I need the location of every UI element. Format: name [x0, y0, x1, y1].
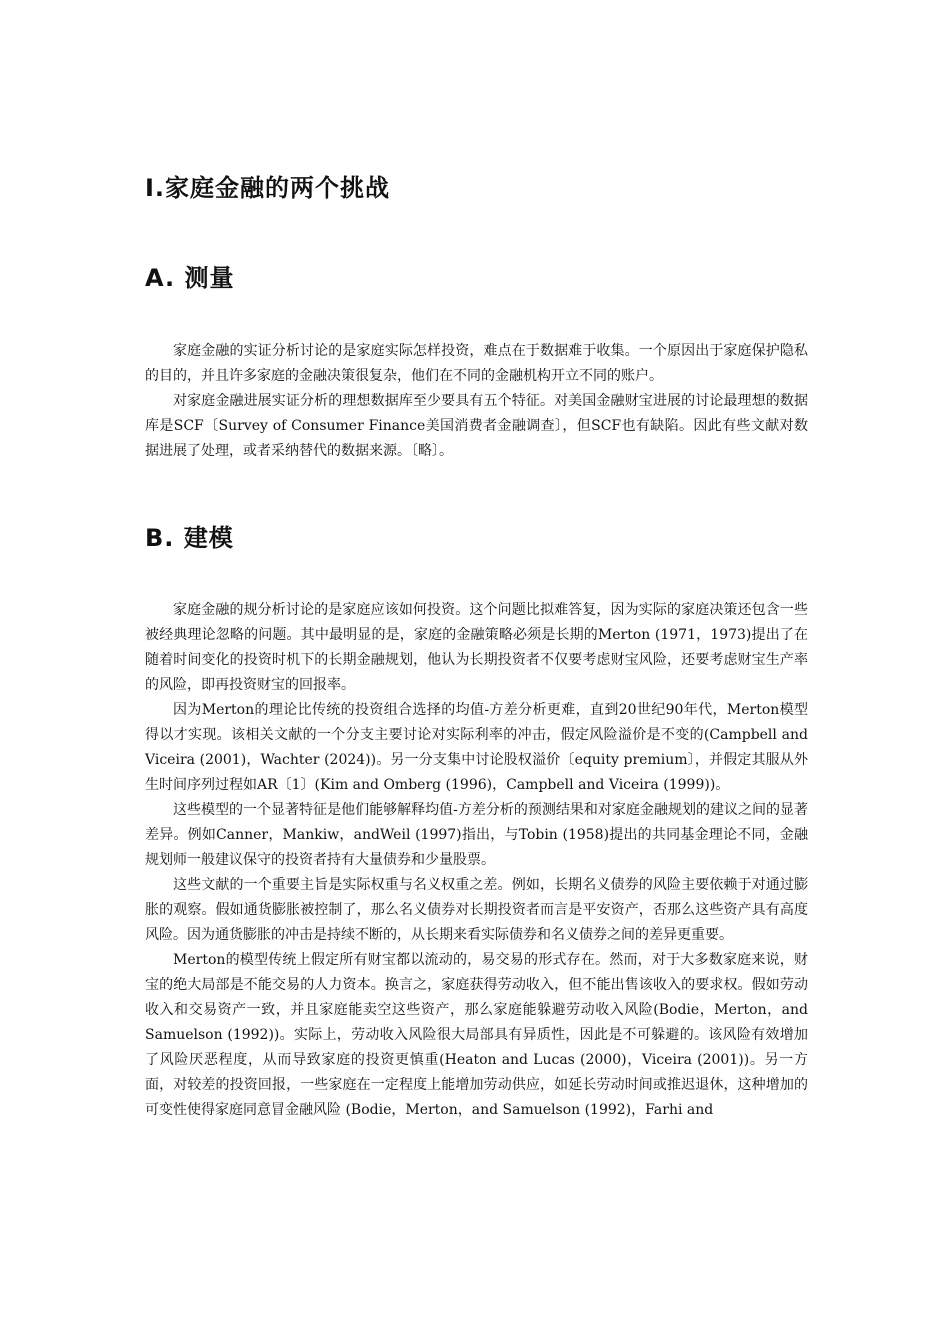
document-title: I.家庭金融的两个挑战 [145, 174, 391, 202]
section-a-body [145, 339, 808, 464]
paragraph: 家庭金融的实证分析讨论的是家庭实际怎样投资，难点在于数据难于收集。一个原因出于家庭保护隐私的目的，并且许多家庭的金融决策很复杂，他们在不同的金融机构开立不同的账户。 [145, 343, 808, 384]
paragraph: 家庭金融的规分析讨论的是家庭应该如何投资。这个问题比拟难答复，因为实际的家庭决策还包含一些被经典理论忽略的问题。其中最明显的是，家庭的金融策略必须是长期的Merton (1971，1973)提出了在随着时间变化的投资时机下的长期金融规划，他认为长期投资者不仅要考虑财宝风险，还要考虑财宝生产率的风险，即再投资财宝的回报率。 [145, 602, 808, 693]
section-b-body [145, 598, 808, 1123]
section-b-heading: B. 建模 [145, 524, 234, 552]
paragraph: 因为Merton的理论比传统的投资组合选择的均值-方差分析更难，直到20世纪90年代，Merton模型得以才实现。该相关文献的一个分支主要讨论对实际利率的冲击，假定风险溢价是不变的(Campbell and Viceira (2001)，Wachter (2024))。另一分支集中讨论股权溢价〔equity premium〕，并假定其服从外生时间序列过程如AR〔1〕(Kim and Omberg (1996)，Campbell and Viceira (1999))。 [145, 702, 808, 793]
paragraph: 对家庭金融进展实证分析的理想数据库至少要具有五个特征。对美国金融财宝进展的讨论最理想的数据库是SCF〔Survey of Consumer Finance美国消费者金融调查〕，但SCF也有缺陷。因此有些文献对数据进展了处理，或者采纳替代的数据来源。〔略〕。 [145, 393, 808, 459]
paragraph: 这些文献的一个重要主旨是实际权重与名义权重之差。例如，长期名义债券的风险主要依赖于对通过膨胀的观察。假如通货膨胀被控制了，那么名义债券对长期投资者而言是平安资产，否那么这些资产具有高度风险。因为通货膨胀的冲击是持续不断的，从长期来看实际债券和名义债券之间的差异更重要。 [145, 877, 808, 943]
section-a-heading: A. 测量 [145, 264, 235, 292]
paragraph: Merton的模型传统上假定所有财宝都以流动的，易交易的形式存在。然而，对于大多数家庭来说，财宝的绝大局部是不能交易的人力资本。换言之，家庭获得劳动收入，但不能出售该收入的要求权。假如劳动收入和交易资产一致，并且家庭能卖空这些资产，那么家庭能躲避劳动收入风险(Bodie，Merton，and Samuelson (1992))。实际上，劳动收入风险很大局部具有异质性，因此是不可躲避的。该风险有效增加了风险厌恶程度，从而导致家庭的投资更慎重(Heaton and Lucas (2000)，Viceira (2001))。另一方面，对较差的投资回报，一些家庭在一定程度上能增加劳动供应，如延长劳动时间或推迟退休，这种增加的可变性使得家庭同意冒金融风险 (Bodie，Merton，and Samuelson (1992)，Farhi and [145, 952, 808, 1118]
paragraph: 这些模型的一个显著特征是他们能够解释均值-方差分析的预测结果和对家庭金融规划的建议之间的显著差异。例如Canner，Mankiw，andWeil (1997)指出，与Tobin (1958)提出的共同基金理论不同，金融规划师一般建议保守的投资者持有大量债券和少量股票。 [145, 802, 808, 868]
